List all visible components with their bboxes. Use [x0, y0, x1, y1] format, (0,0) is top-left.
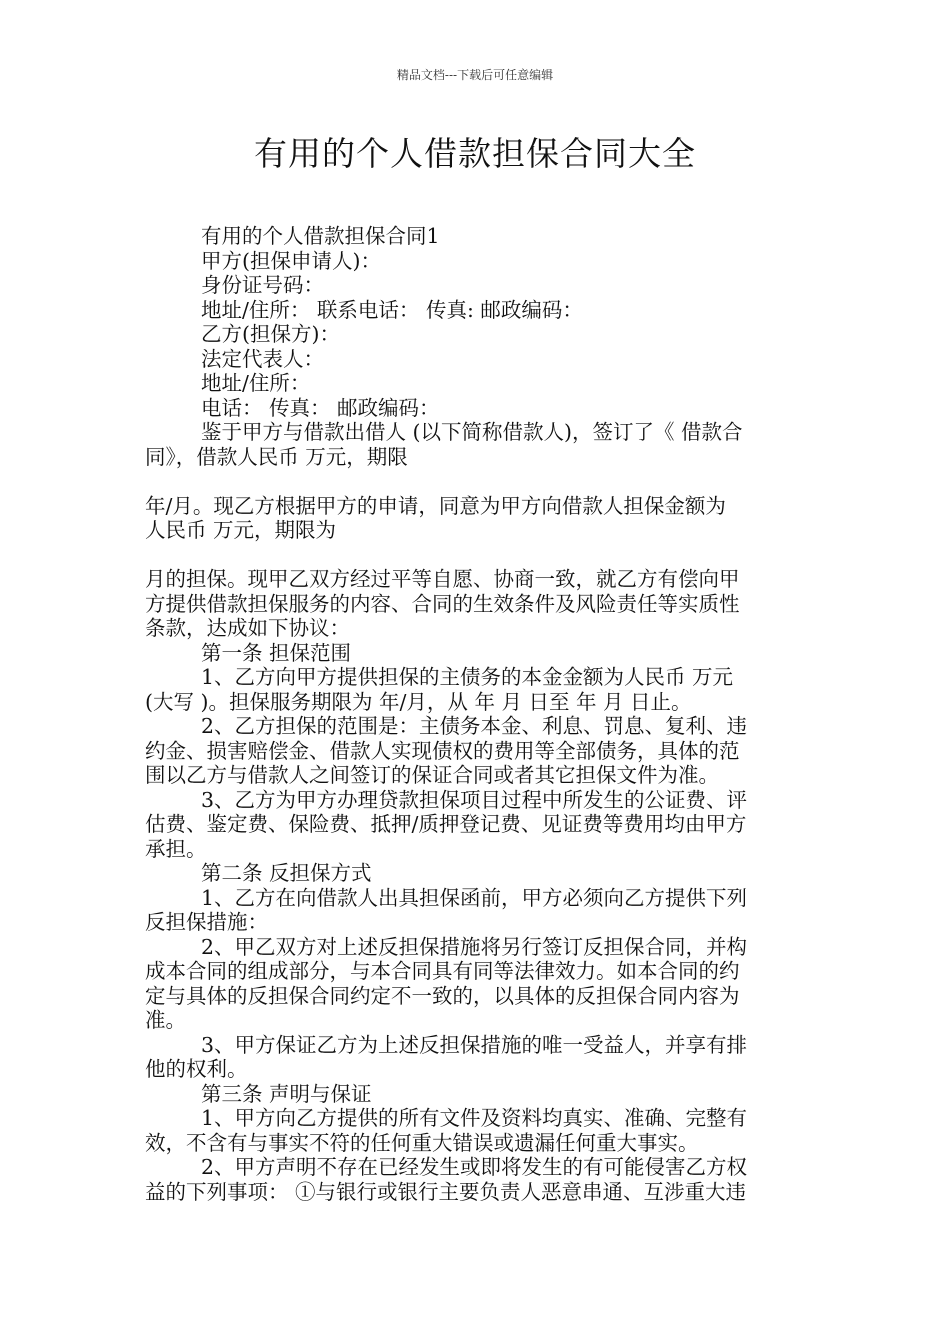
paragraph-line: 成本合同的组成部分，与本合同具有同等法律效力。如本合同的约 — [145, 959, 740, 983]
paragraph-line: 3、甲方保证乙方为上述反担保措施的唯一受益人，并享有排 — [201, 1032, 748, 1057]
paragraph-line: 同》，借款人民币 万元，期限 — [145, 444, 408, 469]
paragraph-line: 他的权利。 — [145, 1057, 248, 1081]
party-b-contact-fields: 电话： 传真： 邮政编码： — [201, 395, 440, 420]
paragraph-line: 约金、损害赔偿金、借款人实现债权的费用等全部债务，具体的范 — [145, 738, 740, 763]
paragraph-line: 月的担保。现甲乙双方经过平等自愿、协商一致，就乙方有偿向甲 — [145, 567, 740, 591]
paragraph-line: 反担保措施： — [145, 910, 268, 934]
paragraph-line: 2、甲乙双方对上述反担保措施将另行签订反担保合同，并构 — [201, 934, 748, 959]
paragraph-line: 年/月。现乙方根据甲方的申请，同意为甲方向借款人担保金额为 — [145, 493, 726, 518]
paragraph-line: 2、乙方担保的范围是：主债务本金、利息、罚息、复利、违 — [201, 714, 748, 738]
paragraph-line: 估费、鉴定费、保险费、抵押/质押登记费、见证费等费用均由甲方 — [145, 812, 747, 836]
paragraph-line: 围以乙方与借款人之间签订的保证合同或者其它担保文件为准。 — [145, 763, 719, 787]
document-body — [145, 224, 805, 1204]
paragraph-line: 1、乙方向甲方提供担保的主债务的本金金额为人民币 万元 — [201, 665, 734, 689]
document-title: 有用的个人借款担保合同大全 — [254, 134, 696, 173]
paragraph-line: 定与具体的反担保合同约定不一致的，以具体的反担保合同内容为 — [145, 983, 740, 1008]
paragraph-line: 人民币 万元，期限为 — [145, 518, 337, 542]
id-number-field: 身份证号码： — [201, 273, 324, 297]
party-a-contact-fields: 地址/住所： 联系电话： 传真: 邮政编码： — [201, 297, 583, 322]
paragraph-line: 效，不含有与事实不符的任何重大错误或遗漏任何重大事实。 — [145, 1130, 699, 1155]
paragraph-line: 3、乙方为甲方办理贷款担保项目过程中所发生的公证费、评 — [201, 787, 748, 812]
legal-representative-field: 法定代表人： — [201, 346, 324, 371]
paragraph-line: 条款，达成如下协议： — [145, 616, 350, 640]
paragraph-line: 益的下列事项： ①与银行或银行主要负责人恶意串通、互涉重大违 — [145, 1179, 747, 1204]
paragraph-line: 承担。 — [145, 836, 207, 861]
contract-subtitle: 有用的个人借款担保合同1 — [201, 224, 440, 248]
paragraph-line: 方提供借款担保服务的内容、合同的生效条件及风险责任等实质性 — [145, 591, 740, 616]
page-header-note: 精品文档---下载后可任意编辑 — [396, 68, 554, 82]
article-heading: 第一条 担保范围 — [201, 640, 352, 665]
party-b-address-field: 地址/住所： — [201, 371, 311, 395]
paragraph-line: (大写 )。担保服务期限为 年/月，从 年 月 日至 年 月 日止。 — [145, 689, 692, 714]
party-b-label: 乙方(担保方)： — [201, 322, 340, 346]
article-heading: 第二条 反担保方式 — [201, 861, 372, 885]
party-a-label: 甲方(担保申请人)： — [201, 248, 381, 273]
article-heading: 第三条 声明与保证 — [201, 1081, 372, 1106]
paragraph-line: 鉴于甲方与借款出借人 (以下简称借款人)，签订了《 借款合 — [201, 420, 743, 444]
paragraph-line: 2、甲方声明不存在已经发生或即将发生的有可能侵害乙方权 — [201, 1155, 748, 1179]
paragraph-line: 1、乙方在向借款人出具担保函前，甲方必须向乙方提供下列 — [201, 885, 748, 910]
paragraph-line: 1、甲方向乙方提供的所有文件及资料均真实、准确、完整有 — [201, 1106, 748, 1130]
paragraph-line: 准。 — [145, 1008, 186, 1032]
